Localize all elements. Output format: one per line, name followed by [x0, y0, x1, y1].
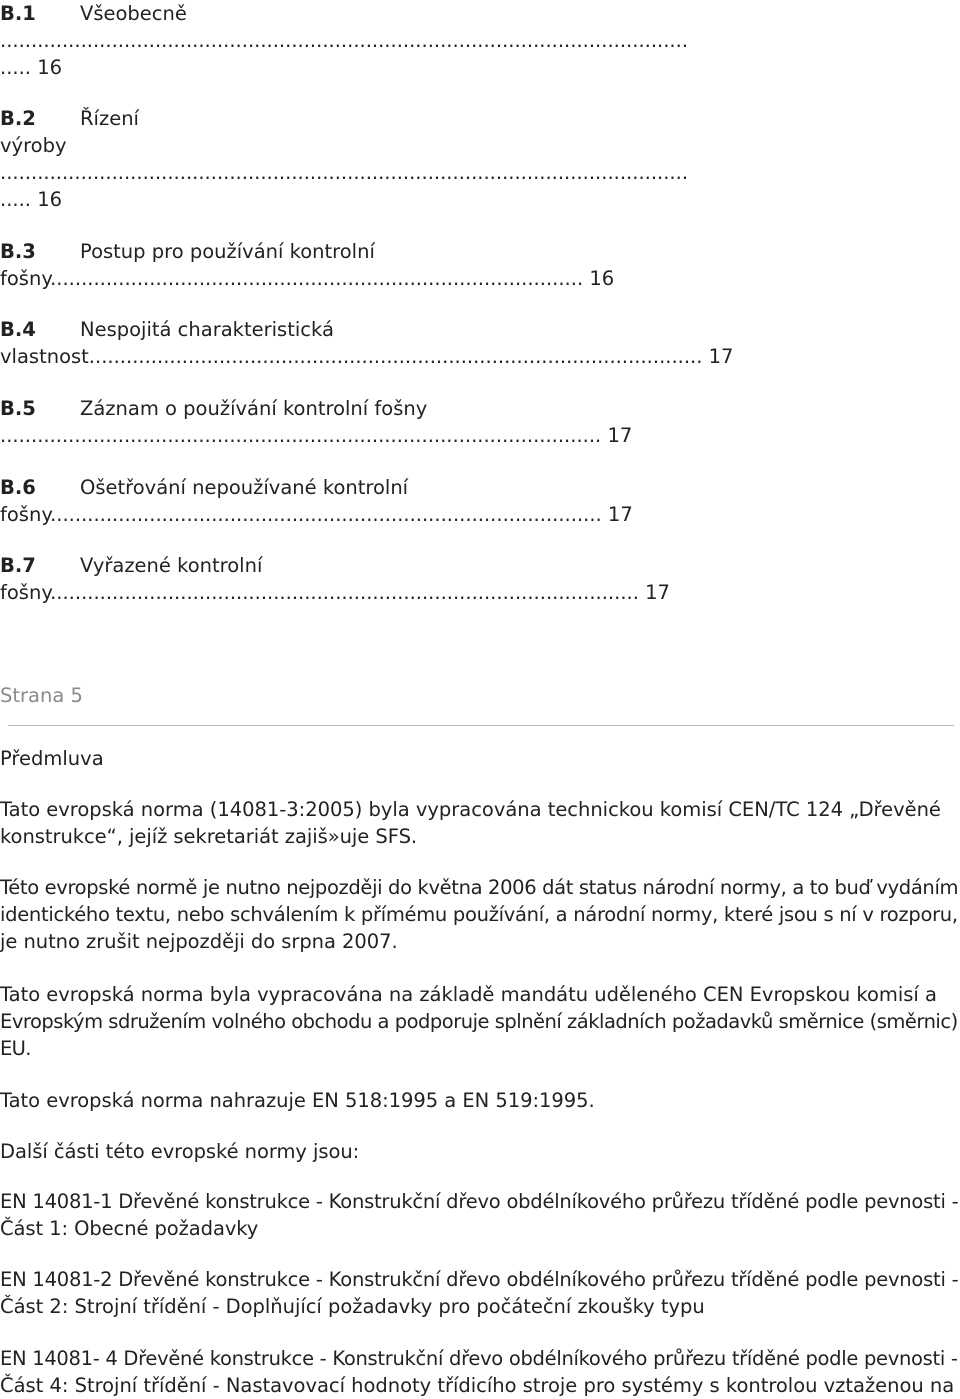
- text-line: EU.: [0, 1037, 31, 1060]
- toc-entry-b6[interactable]: [0, 474, 960, 528]
- text-line: EN 14081-2 Dřevěné konstrukce - Konstrukční dřevo obdélníkového průřezu tříděné podle pevnosti -: [0, 1268, 959, 1291]
- paragraph: [0, 981, 960, 1062]
- toc-leader: ................................................................................................. 17: [0, 424, 633, 447]
- toc-number: B.7: [0, 554, 36, 577]
- text-line: EN 14081-1 Dřevěné konstrukce - Konstrukční dřevo obdélníkového průřezu tříděné podle pevnosti -: [0, 1190, 959, 1213]
- toc-leader: vlastnost................................................................................................... 17: [0, 345, 734, 368]
- toc-page-number: ..... 16: [0, 188, 63, 211]
- toc-entry-b4[interactable]: [0, 316, 960, 370]
- text-line: konstrukce“, jejíž sekretariát zajiš»uje SFS.: [0, 825, 418, 848]
- toc-entry-b5[interactable]: [0, 395, 960, 449]
- paragraph: [0, 796, 960, 850]
- toc-page-number: ..... 16: [0, 56, 63, 79]
- text-line: Této evropské normě je nutno nejpozději do května 2006 dát status národní normy, a to buď vydáním: [0, 876, 959, 899]
- text-line: Evropským sdružením volného obchodu a podporuje splnění základních požadavků směrnice (směrnic): [0, 1010, 958, 1033]
- text-line: EN 14081- 4 Dřevěné konstrukce - Konstrukční dřevo obdélníkového průřezu tříděné podle pevnosti -: [0, 1347, 958, 1370]
- toc-title: Nespojitá charakteristická: [80, 318, 334, 341]
- text-line: je nutno zrušit nejpozději do srpna 2007.: [0, 930, 398, 953]
- toc-number: B.2: [0, 107, 36, 130]
- paragraph: [0, 874, 960, 955]
- paragraph: [0, 1087, 960, 1114]
- toc-title: Řízení: [80, 107, 139, 130]
- paragraph: [0, 1266, 960, 1320]
- toc-number: B.1: [0, 2, 36, 25]
- paragraph: [0, 1138, 960, 1165]
- toc-entry-b2[interactable]: [0, 105, 960, 213]
- toc-leader: fošny......................................................................................... 17: [0, 503, 633, 526]
- toc-leader: ...............................................................................................................: [0, 161, 689, 184]
- toc-number: B.4: [0, 318, 36, 341]
- text-line: identického textu, nebo schválením k přímému používání, a národní normy, které jsou s ní v rozporu,: [0, 903, 958, 926]
- toc-title: Záznam o používání kontrolní fošny: [80, 397, 428, 420]
- text-line: Tato evropská norma byla vypracována na základě mandátu uděleného CEN Evropskou komisí a: [0, 983, 937, 1006]
- toc-entry-b1[interactable]: [0, 0, 960, 81]
- text-line: Tato evropská norma (14081-3:2005) byla vypracována technickou komisí CEN/TC 124 „Dřevěné: [0, 798, 941, 821]
- text-line: Část 4: Strojní třídění - Nastavovací hodnoty třídicího stroje pro systémy s kontrolou vztaženou na: [0, 1374, 955, 1397]
- paragraph: [0, 1345, 960, 1399]
- toc-title: Všeobecně: [80, 2, 187, 25]
- section-heading: Předmluva: [0, 747, 104, 770]
- toc-number: B.5: [0, 397, 36, 420]
- toc-leader: fošny...................................................................................... 16: [0, 267, 615, 290]
- toc-title: Vyřazené kontrolní: [80, 554, 263, 577]
- toc-title-continued: výroby: [0, 134, 67, 157]
- text-line: Část 1: Obecné požadavky: [0, 1217, 259, 1240]
- paragraph: [0, 1188, 960, 1242]
- toc-number: B.3: [0, 240, 36, 263]
- text-line: Tato evropská norma nahrazuje EN 518:1995 a EN 519:1995.: [0, 1089, 595, 1112]
- page-separator: [8, 725, 954, 726]
- toc-leader: ...............................................................................................................: [0, 29, 689, 52]
- page-label: Strana 5: [0, 684, 83, 707]
- toc-leader: fošny............................................................................................... 17: [0, 581, 670, 604]
- toc-title: Ošetřování nepoužívané kontrolní: [80, 476, 409, 499]
- toc-entry-b7[interactable]: [0, 552, 960, 606]
- text-line: Část 2: Strojní třídění - Doplňující požadavky pro počáteční zkoušky typu: [0, 1295, 705, 1318]
- text-line: Další části této evropské normy jsou:: [0, 1140, 360, 1163]
- toc-entry-b3[interactable]: [0, 238, 960, 292]
- toc-title: Postup pro používání kontrolní: [80, 240, 375, 263]
- toc-number: B.6: [0, 476, 36, 499]
